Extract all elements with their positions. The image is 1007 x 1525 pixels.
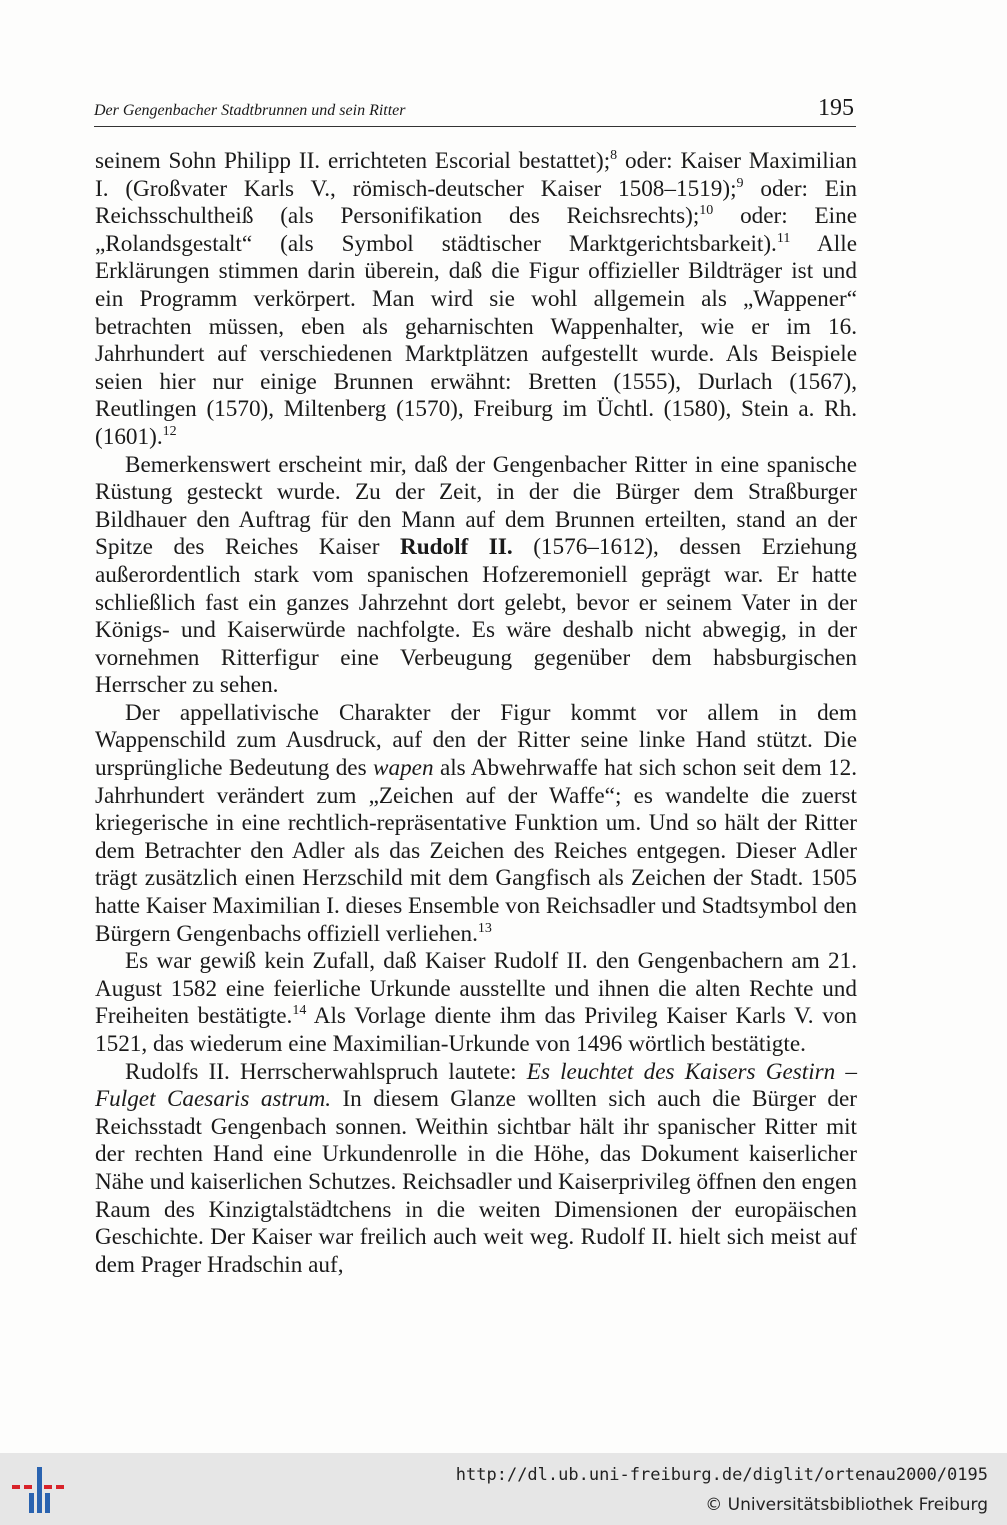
text-run: oder: Eine „Rolandsgestalt“ (als Symbol städtischer Marktgerichtsbarkeit). — [95, 203, 857, 257]
text-run: Der appellativische Charakter der Figur kommt vor allem in dem Wappenschild zum Ausdruck, auf den der Ritter seine linke Hand stützt. Die ursprüngliche Bedeutung des — [95, 699, 857, 782]
text-run: (1576–1612), dessen Erziehung außerordentlich stark vom spanischen Hofzeremoniell geprägt war. Er hatte schließlich fast ein ganzes Jahrzehnt dort gelebt, bevor er seinem Vater in der Königs- und Kaiserwürde nachfolgte. Es wäre deshalb nicht abwegig, in der vornehmen Ritterfigur eine Verbeugung gegenüber dem habsburgischen Herrscher zu sehen. — [95, 534, 857, 699]
footnote-ref: 10 — [699, 203, 714, 219]
footnote-ref: 14 — [292, 1003, 307, 1019]
text-run: In diesem Glanze wollten sich auch die Bürger der Reichsstadt Gengenbach sonnen. Weithin sichtbar hält ihr spanischer Ritter mit der rechten Hand eine Urkundenrolle in die Höhe, das Dokument kaiserlicher Nähe und kaiserlichen Schutzes. Reichsadler und Kaiserprivileg öffnen den engen Raum des Kinzigtalstädtchens in die weiten Dimensionen der europäischen Geschichte. Der Kaiser war freilich auch weit weg. Rudolf II. hielt sich meist auf dem Prager Hradschin auf, — [95, 1086, 857, 1278]
running-head — [94, 96, 856, 127]
italic-text: wapen — [373, 755, 434, 782]
page-number: 195 — [818, 95, 854, 121]
text-run: Rudolfs II. Herrscherwahlspruch lautete: — [125, 1058, 527, 1085]
paragraph — [95, 948, 857, 1058]
italic-text: Es leuchtet des Kaisers Gestirn – Fulget Caesaris astrum. — [95, 1058, 857, 1113]
text-run: oder: Ein Reichsschultheiß (als Personifikation des Reichsrechts); — [95, 175, 858, 230]
bold-text: Rudolf II. — [399, 534, 513, 561]
body-text — [95, 148, 857, 1279]
footnote-ref: 9 — [736, 175, 744, 191]
footnote-ref: 11 — [776, 230, 791, 246]
text-run: seinem Sohn Philipp II. errichteten Escorial bestattet); — [95, 148, 611, 174]
footer-bar — [0, 1453, 1007, 1525]
text-run: Es war gewiß kein Zufall, daß Kaiser Rudolf II. den Gengenbachern am 21. August 1582 eine feierliche Urkunde ausstellte und ihnen die alten Rechte und Freiheiten bestätigte. — [95, 948, 857, 1030]
text-run: Bemerkenswert erscheint mir, daß der Gengenbacher Ritter in eine spanische Rüstung gesteckt wurde. Zu der Zeit, in der die Bürger dem Straßburger Bildhauer den Auftrag für den Mann auf dem Brunnen erteilten, stand an der Spitze des Reiches Kaiser — [95, 451, 857, 561]
paragraph — [95, 148, 857, 452]
footnote-ref: 8 — [610, 148, 618, 163]
text-run: als Abwehrwaffe hat sich schon seit dem 12. Jahrhundert verändert zum „Zeichen auf der Waffe“; es wandelte die zuerst kriegerische in eine rechtlich-repräsentative Funktion um. Und so hält der Ritter dem Betrachter den Adler als das Zeichen des Reiches entgegen. Dieser Adler trägt zusätzlich einen Herzschild mit dem Gangfisch als Zeichen der Stadt. 1505 hatte Kaiser Maximilian I. dieses Ensemble von Reichsadler und Stadtsymbol den Bürgern Gengenbachs offiziell verliehen. — [95, 755, 857, 947]
footnote-ref: 12 — [162, 423, 177, 439]
paragraph — [95, 1059, 857, 1280]
running-title: Der Gengenbacher Stadtbrunnen und sein Ritter — [94, 102, 406, 119]
text-run: oder: Kaiser Maximilian I. (Großvater Karls V., römisch-deutscher Kaiser 1508–1519); — [95, 148, 857, 202]
copyright-notice: © Universitätsbibliothek Freiburg — [705, 1495, 988, 1515]
footnote-ref: 13 — [477, 920, 492, 936]
paragraph — [95, 700, 857, 948]
paragraph — [95, 452, 857, 700]
ub-freiburg-logo-icon — [12, 1463, 64, 1515]
text-run: Alle Erklärungen stimmen darin überein, daß die Figur offizieller Bildträger ist und ein Programm verkörpert. Man wird sie wohl allgemein als „Wappener“ betrachten müssen, eben als geharnischten Wappenhalter, wie er im 16. Jahrhundert auf verschiedenen Marktplätzen aufgestellt wurde. Als Beispiele seien hier nur einige Brunnen erwähnt: Bretten (1555), Durlach (1567), Reutlingen (1570), Miltenberg (1570), Freiburg im Üchtl. (1580), Stein a. Rh. (1601). — [95, 230, 857, 450]
text-run: Als Vorlage diente ihm das Privileg Kaiser Karls V. von 1521, das wiederum eine Maximilian-Urkunde von 1496 wörtlich bestätigte. — [95, 1003, 857, 1057]
permalink-url[interactable]: http://dl.ub.uni-freiburg.de/diglit/ortenau2000/0195 — [455, 1465, 988, 1485]
